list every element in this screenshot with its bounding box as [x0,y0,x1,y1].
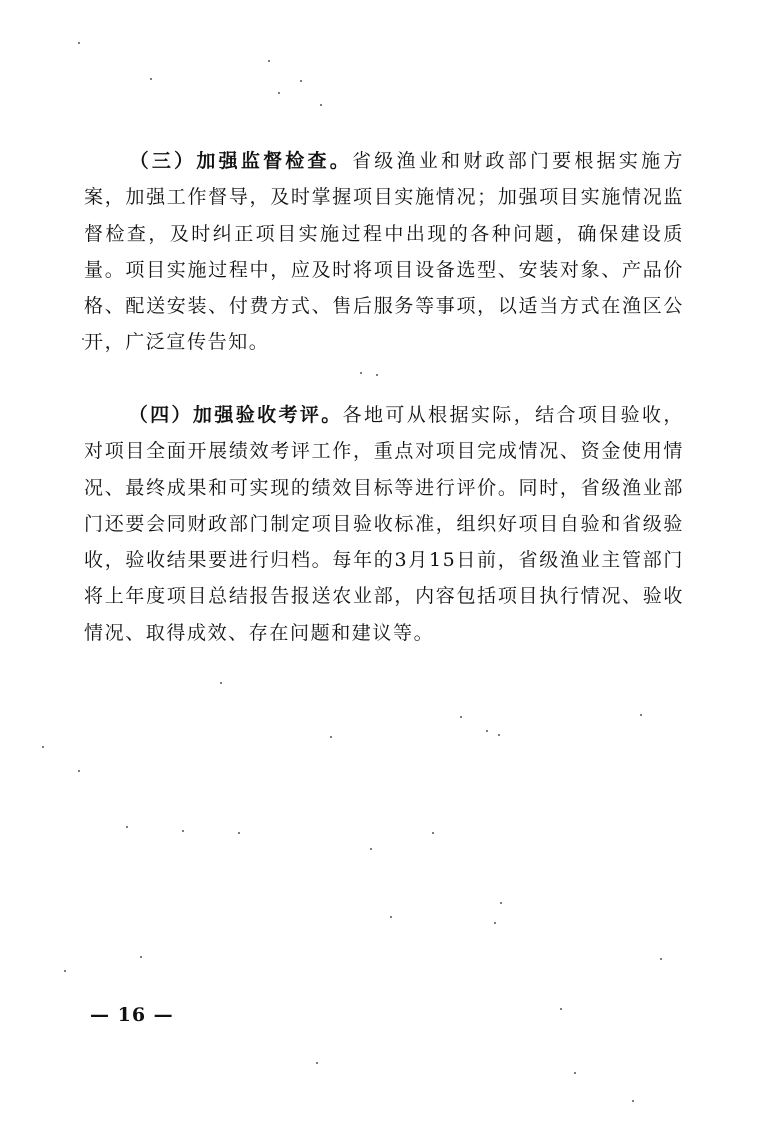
scan-speck [42,746,44,748]
scan-speck [460,716,462,718]
paragraph-supervision [84,143,684,361]
scan-speck [498,734,500,736]
scan-speck [316,1062,318,1064]
scan-speck [660,958,662,960]
section-heading-acceptance: （四）加强验收考评。 [128,404,343,426]
scan-speck [560,1008,562,1010]
paragraph-body-acceptance: 各地可从根据实际，结合项目验收，对项目全面开展绩效考评工作，重点对项目完成情况、资金使用情况、最终成果和可实现的绩效目标等进行评价。同时，省级渔业部门还要会同财政部门制定项目验收标准，组织好项目自验和省级验收，验收结果要进行归档。每年的3月15日前，省级渔业主管部门将上年度项目总结报告报送农业部，内容包括项目执行情况、验收情况、取得成效、存在问题和建议等。 [84,404,684,644]
scan-speck [78,42,80,44]
scan-speck [78,770,80,772]
scan-speck [182,830,184,832]
scan-speck [432,832,434,834]
scan-speck [360,372,362,374]
scan-speck [82,338,84,340]
scan-speck [390,916,392,918]
scan-speck [330,736,332,738]
scan-speck [140,956,142,958]
scan-speck [494,922,496,924]
scan-speck [320,104,322,106]
paragraph-body-supervision: 省级渔业和财政部门要根据实施方案，加强工作督导，及时掌握项目实施情况；加强项目实施情况监督检查，及时纠正项目实施过程中出现的各种问题，确保建设质量。项目实施过程中，应及时将项目设备选型、安装对象、产品价格、配送安装、付费方式、售后服务等事项，以适当方式在渔区公开，广泛宣传告知。 [84,150,684,354]
scan-speck [126,826,128,828]
paragraph-acceptance [84,397,684,651]
scan-speck [632,1100,634,1102]
scan-speck [238,832,240,834]
scan-speck [500,902,502,904]
scan-speck [574,1072,576,1074]
scan-speck [64,970,66,972]
scan-speck [300,80,302,82]
scan-speck [370,848,372,850]
scan-speck [486,730,488,732]
scan-speck [220,682,222,684]
scan-speck [278,92,280,94]
scan-speck [150,78,152,80]
scan-speck [376,374,378,376]
scan-speck [268,60,270,62]
scan-speck [640,714,642,716]
section-heading-supervision: （三）加强监督检查。 [128,150,353,172]
page-number: — 16 — [90,1004,174,1026]
